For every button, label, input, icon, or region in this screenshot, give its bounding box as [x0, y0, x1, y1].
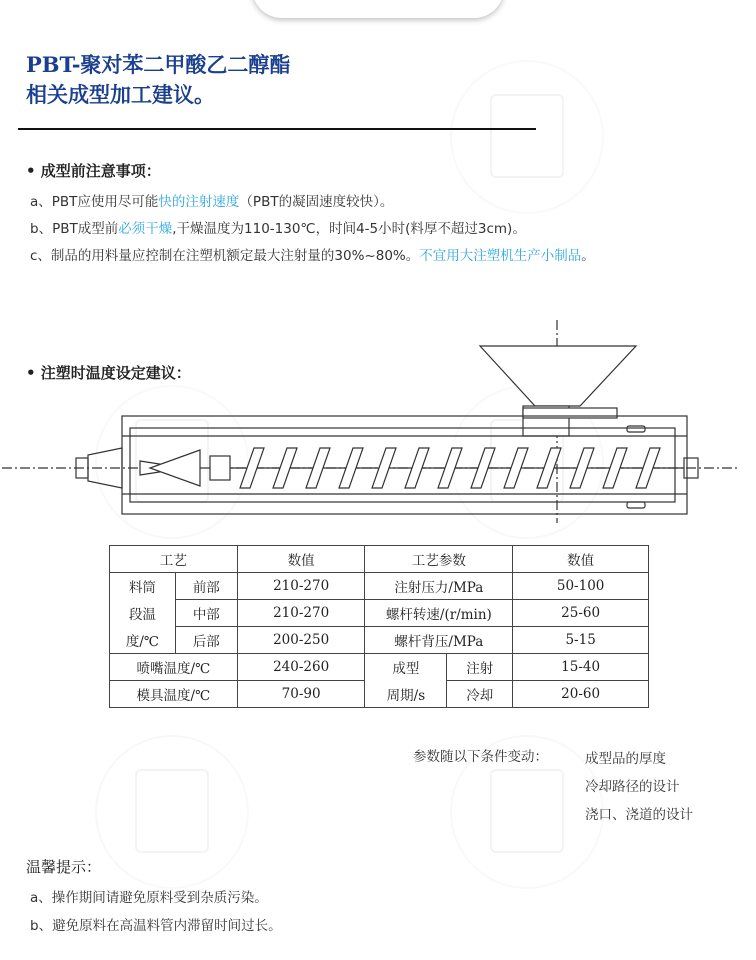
injection-temp-heading: • 注塑时温度设定建议： [26, 364, 191, 382]
table-cell: 50-100 [513, 573, 649, 600]
screw-flights [230, 448, 684, 488]
table-cell: 成型 [365, 654, 447, 681]
tips-heading: 温馨提示： [26, 858, 102, 876]
screw-shank [210, 456, 230, 480]
table-header: 数值 [513, 546, 649, 573]
table-cell: 周期/s [365, 681, 447, 708]
item-text: （PBT的凝固速度较快）。 [239, 194, 394, 210]
item-text: c、制品的用料量应控制在注塑机额定最大注射量的30%~80%。 [30, 248, 420, 264]
param-note-label: 参数随以下条件变动： [413, 749, 548, 765]
pre-molding-item-a [30, 190, 393, 210]
table-cell: 喷嘴温度/℃ [110, 654, 238, 681]
table-cell: 5-15 [513, 627, 649, 654]
table-cell: 25-60 [513, 600, 649, 627]
title-line-1: PBT-聚对苯二甲酸乙二醇酯 [26, 52, 291, 77]
table-cell: 模具温度/℃ [110, 681, 238, 708]
item-text: 。 [581, 248, 595, 264]
heater-band [627, 426, 645, 432]
list-item: 冷却路径的设计 [585, 779, 680, 795]
check-ring [150, 450, 200, 486]
process-parameter-table [109, 545, 649, 708]
table-cell: 后部 [175, 627, 237, 654]
table-row [110, 600, 649, 627]
pre-molding-item-b [30, 217, 526, 237]
table-cell: 料筒 [110, 573, 176, 600]
injection-screw-diagram [0, 318, 756, 528]
list-item: 浇口、浇道的设计 [585, 807, 693, 823]
param-conditions-list [585, 745, 693, 829]
highlight-text: 不宜用大注塑机生产小制品 [419, 248, 582, 264]
tip-item-b: b、避免原料在高温料管内滞留时间过长。 [30, 918, 282, 934]
title-line-2: 相关成型加工建议。 [26, 82, 215, 107]
item-text: a、PBT应使用尽可能 [30, 194, 159, 210]
table-cell: 20-60 [513, 681, 649, 708]
table-cell: 注射压力/MPa [365, 573, 513, 600]
table-header: 数值 [237, 546, 365, 573]
table-cell: 度/℃ [110, 627, 176, 654]
table-header: 工艺参数 [365, 546, 513, 573]
table-cell: 15-40 [513, 654, 649, 681]
table-cell: 240-260 [237, 654, 365, 681]
item-text: ,干燥温度为110-130℃，时间4-5小时(料厚不超过3cm)。 [172, 221, 526, 237]
table-cell: 200-250 [237, 627, 365, 654]
table-cell: 螺杆背压/MPa [365, 627, 513, 654]
table-cell: 冷却 [447, 681, 513, 708]
title-divider [18, 128, 536, 130]
table-cell: 210-270 [237, 600, 365, 627]
table-cell: 中部 [175, 600, 237, 627]
table-row [110, 546, 649, 573]
pre-molding-item-c [30, 244, 595, 264]
hopper [480, 346, 636, 406]
table-cell: 70-90 [237, 681, 365, 708]
top-tab-decoration [252, 0, 504, 18]
watermark-seal [95, 735, 249, 889]
tip-item-a: a、操作期间请避免原料受到杂质污染。 [30, 890, 268, 906]
table-cell: 注射 [447, 654, 513, 681]
table-row [110, 681, 649, 708]
table-cell: 螺杆转速/(r/min) [365, 600, 513, 627]
list-item: 成型品的厚度 [585, 751, 666, 767]
table-row [110, 573, 649, 600]
table-row [110, 627, 649, 654]
pre-molding-heading: • 成型前注意事项： [26, 162, 161, 180]
watermark-seal [450, 60, 604, 214]
barrel-outline [122, 416, 687, 514]
page-title [26, 50, 290, 110]
highlight-text: 必须干燥 [118, 221, 173, 237]
item-text: b、PBT成型前 [30, 221, 119, 237]
table-row [110, 654, 649, 681]
table-cell: 210-270 [237, 573, 365, 600]
heater-band [627, 502, 645, 508]
highlight-text: 快的注射速度 [158, 194, 240, 210]
table-cell: 段温 [110, 600, 176, 627]
table-header: 工艺 [110, 546, 238, 573]
table-cell: 前部 [175, 573, 237, 600]
